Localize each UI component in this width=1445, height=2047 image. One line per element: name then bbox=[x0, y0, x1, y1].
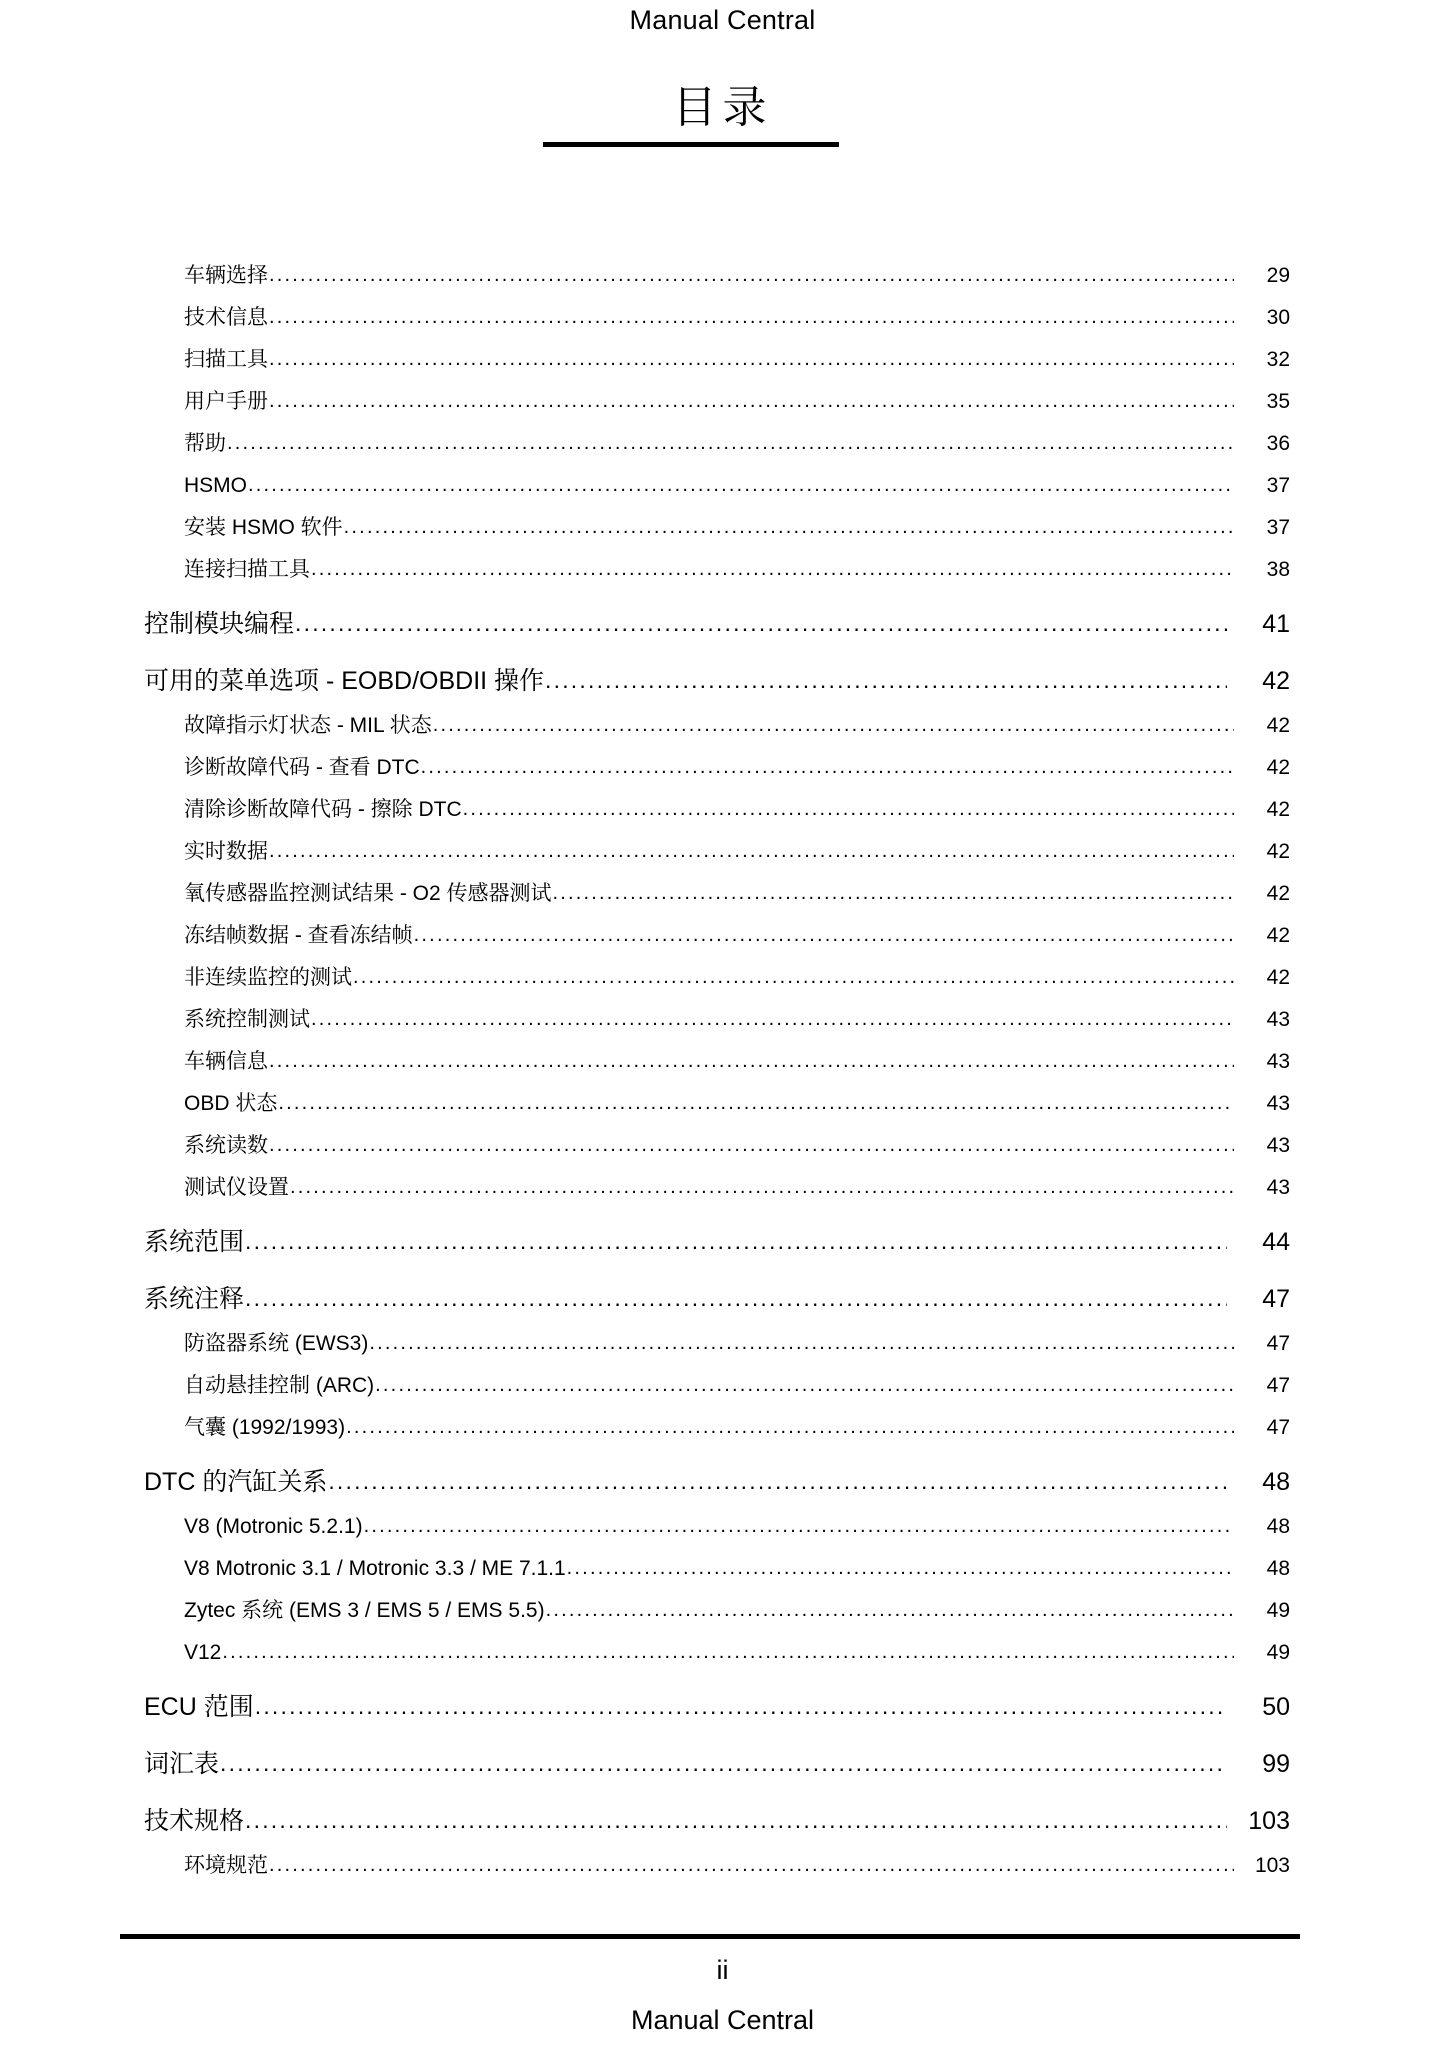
toc-entry-page-number: 99 bbox=[1262, 1750, 1290, 1778]
toc-entry-label: ECU 范围 bbox=[144, 1693, 254, 1721]
toc-entry[interactable] bbox=[0, 381, 1445, 423]
toc-entry-page-number: 43 bbox=[1266, 1092, 1290, 1115]
toc-entry[interactable] bbox=[0, 1632, 1445, 1674]
toc-entry-page-number: 48 bbox=[1266, 1557, 1290, 1580]
toc-dot-leader bbox=[421, 746, 1234, 788]
toc-entry[interactable] bbox=[0, 1167, 1445, 1209]
toc-entry-page-number: 42 bbox=[1266, 966, 1290, 989]
toc-dot-leader bbox=[278, 1082, 1234, 1124]
toc-entry-label: HSMO bbox=[184, 474, 247, 497]
toc-dot-leader bbox=[248, 464, 1234, 506]
toc-entry-label: 系统读数 bbox=[184, 1134, 268, 1157]
toc-entry-page-number: 49 bbox=[1266, 1641, 1290, 1664]
toc-entry[interactable] bbox=[0, 339, 1445, 381]
toc-entry-label: 非连续监控的测试 bbox=[184, 966, 352, 989]
toc-entry-label: 车辆信息 bbox=[184, 1050, 268, 1073]
toc-entry[interactable] bbox=[0, 507, 1445, 549]
toc-dot-leader bbox=[269, 254, 1234, 296]
toc-entry[interactable] bbox=[0, 600, 1445, 648]
footer-divider bbox=[120, 1934, 1300, 1939]
toc-entry-page-number: 42 bbox=[1266, 714, 1290, 737]
toc-entry[interactable] bbox=[0, 789, 1445, 831]
toc-entry[interactable] bbox=[0, 831, 1445, 873]
toc-dot-leader bbox=[328, 1457, 1227, 1505]
toc-entry[interactable] bbox=[0, 297, 1445, 339]
toc-entry-page-number: 48 bbox=[1262, 1468, 1290, 1496]
toc-entry[interactable] bbox=[0, 1458, 1445, 1506]
document-title-container bbox=[0, 82, 1445, 140]
toc-entry-page-number: 32 bbox=[1266, 348, 1290, 371]
toc-entry[interactable] bbox=[0, 1323, 1445, 1365]
toc-entry-label: 系统注释 bbox=[144, 1285, 245, 1313]
toc-entry-label: 氧传感器监控测试结果 - O2 传感器测试 bbox=[184, 882, 552, 905]
toc-entry-page-number: 103 bbox=[1248, 1807, 1290, 1835]
toc-dot-leader bbox=[346, 1406, 1234, 1448]
toc-dot-leader bbox=[414, 914, 1234, 956]
title-underline-rule bbox=[543, 142, 839, 147]
toc-dot-leader bbox=[255, 1682, 1227, 1730]
toc-entry-label: 清除诊断故障代码 - 擦除 DTC bbox=[184, 798, 462, 821]
toc-dot-leader bbox=[269, 1124, 1234, 1166]
toc-entry-label: 故障指示灯状态 - MIL 状态 bbox=[184, 714, 432, 737]
toc-entry-page-number: 42 bbox=[1266, 882, 1290, 905]
toc-entry[interactable] bbox=[0, 1548, 1445, 1590]
toc-dot-leader bbox=[344, 506, 1234, 548]
toc-dot-leader bbox=[375, 1364, 1234, 1406]
toc-dot-leader bbox=[311, 548, 1234, 590]
toc-entry-label: 实时数据 bbox=[184, 840, 268, 863]
toc-dot-leader bbox=[364, 1505, 1234, 1547]
toc-entry-page-number: 43 bbox=[1266, 1176, 1290, 1199]
toc-entry-page-number: 44 bbox=[1262, 1228, 1290, 1256]
toc-entry-page-number: 43 bbox=[1266, 1050, 1290, 1073]
toc-dot-leader bbox=[433, 704, 1234, 746]
toc-entry-page-number: 38 bbox=[1266, 558, 1290, 581]
toc-entry-label: DTC 的汽缸关系 bbox=[144, 1468, 328, 1496]
toc-entry-page-number: 36 bbox=[1266, 432, 1290, 455]
toc-dot-leader bbox=[290, 1166, 1234, 1208]
toc-dot-leader bbox=[269, 1844, 1234, 1886]
toc-entry-label: 安装 HSMO 软件 bbox=[184, 516, 343, 539]
toc-entry-label: 帮助 bbox=[184, 432, 226, 455]
toc-entry[interactable] bbox=[0, 1797, 1445, 1845]
toc-entry-label: 系统范围 bbox=[144, 1228, 245, 1256]
running-header: Manual Central bbox=[629, 5, 816, 35]
toc-entry-label: 控制模块编程 bbox=[144, 610, 295, 638]
toc-dot-leader bbox=[269, 830, 1234, 872]
toc-entry[interactable] bbox=[0, 999, 1445, 1041]
toc-dot-leader bbox=[311, 998, 1234, 1040]
toc-entry[interactable] bbox=[0, 1365, 1445, 1407]
toc-entry-page-number: 37 bbox=[1266, 474, 1290, 497]
toc-entry-page-number: 47 bbox=[1262, 1285, 1290, 1313]
toc-entry[interactable] bbox=[0, 1590, 1445, 1632]
toc-entry-page-number: 47 bbox=[1266, 1332, 1290, 1355]
toc-entry[interactable] bbox=[0, 1218, 1445, 1266]
toc-dot-leader bbox=[546, 1589, 1234, 1631]
toc-entry-page-number: 41 bbox=[1262, 610, 1290, 638]
toc-entry[interactable] bbox=[0, 873, 1445, 915]
toc-entry[interactable] bbox=[0, 1407, 1445, 1449]
toc-entry[interactable] bbox=[0, 747, 1445, 789]
toc-dot-leader bbox=[295, 599, 1227, 647]
toc-entry-page-number: 49 bbox=[1266, 1599, 1290, 1622]
toc-entry[interactable] bbox=[0, 1083, 1445, 1125]
toc-entry[interactable] bbox=[0, 1740, 1445, 1788]
toc-entry-page-number: 29 bbox=[1266, 264, 1290, 287]
toc-dot-leader bbox=[269, 380, 1234, 422]
toc-entry-page-number: 42 bbox=[1266, 924, 1290, 947]
toc-entry-page-number: 43 bbox=[1266, 1134, 1290, 1157]
toc-dot-leader bbox=[222, 1631, 1234, 1673]
page-title: 目录 bbox=[672, 82, 773, 133]
toc-entry-label: 连接扫描工具 bbox=[184, 558, 310, 581]
toc-entry[interactable] bbox=[0, 915, 1445, 957]
footer-page-number: ii bbox=[716, 1955, 729, 1985]
footer-brand: Manual Central bbox=[630, 2005, 815, 2035]
toc-entry-label: 技术规格 bbox=[144, 1807, 245, 1835]
toc-entry[interactable] bbox=[0, 465, 1445, 507]
toc-entry-label: OBD 状态 bbox=[184, 1092, 278, 1115]
toc-dot-leader bbox=[245, 1274, 1227, 1322]
toc-entry[interactable] bbox=[0, 423, 1445, 465]
toc-entry[interactable] bbox=[0, 1845, 1445, 1887]
toc-entry[interactable] bbox=[0, 957, 1445, 999]
toc-entry-page-number: 103 bbox=[1254, 1854, 1290, 1877]
toc-entry[interactable] bbox=[0, 1683, 1445, 1731]
toc-entry-label: Zytec 系统 (EMS 3 / EMS 5 / EMS 5.5) bbox=[184, 1599, 545, 1622]
toc-dot-leader bbox=[227, 422, 1234, 464]
toc-entry-label: 扫描工具 bbox=[184, 348, 268, 371]
toc-entry-page-number: 30 bbox=[1266, 306, 1290, 329]
toc-entry-label: 用户手册 bbox=[184, 390, 268, 413]
toc-entry[interactable] bbox=[0, 549, 1445, 591]
toc-entry-page-number: 42 bbox=[1266, 798, 1290, 821]
toc-entry-page-number: 42 bbox=[1266, 840, 1290, 863]
toc-entry-label: 环境规范 bbox=[184, 1854, 268, 1877]
toc-dot-leader bbox=[353, 956, 1234, 998]
toc-dot-leader bbox=[369, 1322, 1234, 1364]
toc-entry-label: 车辆选择 bbox=[184, 264, 268, 287]
toc-entry-page-number: 35 bbox=[1266, 390, 1290, 413]
toc-entry-label: 技术信息 bbox=[184, 306, 268, 329]
table-of-contents bbox=[0, 255, 1445, 1887]
toc-entry-page-number: 43 bbox=[1266, 1008, 1290, 1031]
toc-entry-label: 自动悬挂控制 (ARC) bbox=[184, 1374, 375, 1397]
toc-dot-leader bbox=[545, 656, 1227, 704]
toc-entry[interactable] bbox=[0, 1041, 1445, 1083]
toc-entry-label: V8 Motronic 3.1 / Motronic 3.3 / ME 7.1.1 bbox=[184, 1557, 566, 1580]
toc-entry-page-number: 50 bbox=[1262, 1693, 1290, 1721]
toc-dot-leader bbox=[269, 296, 1234, 338]
toc-entry[interactable] bbox=[0, 705, 1445, 747]
toc-entry[interactable] bbox=[0, 657, 1445, 705]
toc-entry-label: 防盗器系统 (EWS3) bbox=[184, 1332, 369, 1355]
toc-entry-page-number: 47 bbox=[1266, 1374, 1290, 1397]
toc-dot-leader bbox=[553, 872, 1234, 914]
toc-dot-leader bbox=[245, 1217, 1227, 1265]
toc-dot-leader bbox=[220, 1739, 1227, 1787]
toc-entry[interactable] bbox=[0, 1275, 1445, 1323]
toc-dot-leader bbox=[567, 1547, 1234, 1589]
toc-entry-page-number: 48 bbox=[1266, 1515, 1290, 1538]
toc-dot-leader bbox=[245, 1796, 1227, 1844]
toc-entry-label: 测试仪设置 bbox=[184, 1176, 289, 1199]
toc-entry-label: 气囊 (1992/1993) bbox=[184, 1416, 346, 1439]
toc-entry[interactable] bbox=[0, 1506, 1445, 1548]
toc-entry-page-number: 47 bbox=[1266, 1416, 1290, 1439]
toc-entry-label: 词汇表 bbox=[144, 1750, 220, 1778]
toc-entry-label: 可用的菜单选项 - EOBD/OBDII 操作 bbox=[144, 667, 545, 695]
toc-entry[interactable] bbox=[0, 255, 1445, 297]
toc-dot-leader bbox=[269, 338, 1234, 380]
toc-entry-page-number: 37 bbox=[1266, 516, 1290, 539]
toc-entry-label: 诊断故障代码 - 查看 DTC bbox=[184, 756, 420, 779]
toc-entry-page-number: 42 bbox=[1266, 756, 1290, 779]
toc-entry-label: 系统控制测试 bbox=[184, 1008, 310, 1031]
toc-entry-label: V12 bbox=[184, 1641, 222, 1664]
toc-dot-leader bbox=[269, 1040, 1234, 1082]
toc-entry-page-number: 42 bbox=[1262, 667, 1290, 695]
toc-entry-label: V8 (Motronic 5.2.1) bbox=[184, 1515, 363, 1538]
toc-entry[interactable] bbox=[0, 1125, 1445, 1167]
toc-entry-label: 冻结帧数据 - 查看冻结帧 bbox=[184, 924, 413, 947]
toc-dot-leader bbox=[463, 788, 1234, 830]
